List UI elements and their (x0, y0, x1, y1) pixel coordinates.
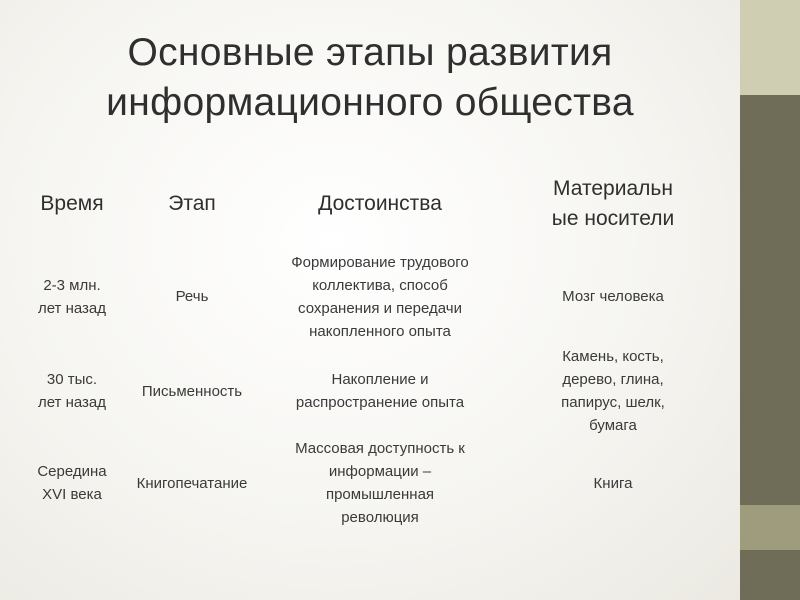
decorative-sidebar (740, 0, 800, 600)
header-media: Материальн ые носители (551, 177, 675, 230)
cell-media: Книга (593, 474, 633, 492)
slide-title (20, 28, 720, 128)
stages-table (22, 160, 728, 529)
cell-stage: Письменность (141, 382, 243, 400)
sidebar-band (740, 505, 800, 550)
table-row (22, 437, 728, 529)
table-row (22, 345, 728, 437)
table-header-row (22, 160, 728, 248)
cell-stage: Книгопечатание (136, 474, 248, 492)
sidebar-dark-block (740, 95, 800, 505)
title-line-2: информационного общества (106, 81, 634, 124)
header-time: Время (40, 192, 104, 215)
cell-advantages: Накопление и распространение опыта (295, 371, 465, 411)
cell-stage: Речь (175, 288, 209, 305)
header-advantages: Достоинства (318, 192, 442, 215)
cell-media: Камень, кость, дерево, глина, папирус, шелк, бумага (561, 348, 665, 434)
cell-time: 30 тыс. лет назад (37, 371, 107, 411)
cell-time: 2-3 млн. лет назад (37, 276, 107, 317)
cell-advantages: Формирование трудового коллектива, способ сохранения и передачи накопленного опыта (291, 253, 469, 340)
table-row (22, 248, 728, 345)
header-stage: Этап (168, 192, 216, 215)
cell-advantages: Массовая доступность к информации – промышленная революция (295, 440, 465, 526)
cell-media: Мозг человека (562, 288, 664, 305)
cell-time: Середина XVI века (37, 463, 107, 503)
sidebar-light-block (740, 0, 800, 95)
sidebar-base (740, 550, 800, 600)
title-line-1: Основные этапы развития (127, 31, 613, 74)
